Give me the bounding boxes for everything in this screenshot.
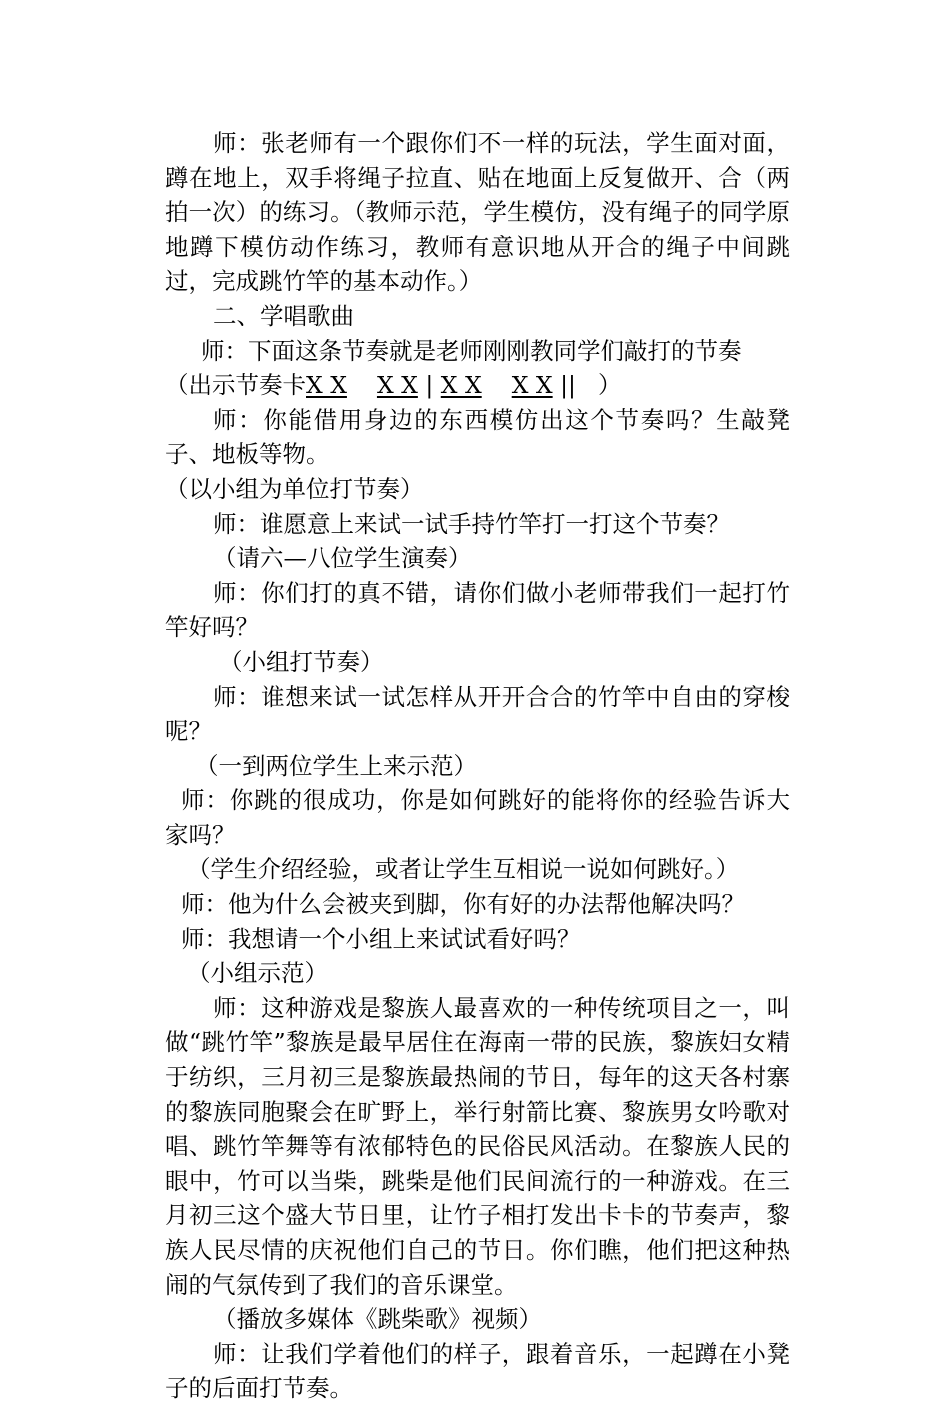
rhythm-group-1: X X — [306, 371, 347, 400]
paragraph-play-video: （播放多媒体《跳柴歌》视频） — [213, 1305, 542, 1334]
rhythm-barline: | — [425, 371, 434, 400]
paragraph-group-demo: （小组示范） — [187, 959, 328, 988]
paragraph-group-beat: （小组打节奏） — [219, 647, 384, 676]
paragraph-caught-foot: 师：他为什么会被夹到脚，你有好的办法帮他解决吗？ — [181, 890, 745, 919]
paragraph-success-question: 师：你跳的很成功，你是如何跳好的能将你的经验告诉大家吗？ — [165, 786, 790, 849]
paragraph-group-rhythm: （以小组为单位打节奏） — [165, 474, 424, 503]
document-body — [165, 126, 790, 1406]
rhythm-prefix: （出示节奏卡 — [165, 371, 306, 400]
paragraph-follow-music: 师：让我们学着他们的样子，跟着音乐，一起蹲在小凳子的后面打节奏。 — [165, 1339, 790, 1403]
rhythm-end-barline: || — [560, 371, 576, 400]
paragraph-group-try: 师：我想请一个小组上来试试看好吗？ — [181, 924, 581, 953]
paragraph-volunteer: 师：谁愿意上来试一试手持竹竿打一打这个节奏？ — [213, 509, 730, 538]
rhythm-group-2: X X — [376, 371, 418, 400]
paragraph-share-experience: （学生介绍经验，或者让学生互相说一说如何跳好。） — [187, 855, 740, 884]
rhythm-suffix: ） — [597, 371, 622, 400]
rhythm-group-4: X X — [511, 371, 553, 400]
paragraph-rope-practice: 师：张老师有一个跟你们不一样的玩法，学生面对面，蹲在地上，双手将绳子拉直、贴在地面上反复做开、合（两拍一次）的练习。（教师示范，学生模仿，没有绳子的同学原地蹲下模仿动作练习，教师有意识地从开合的绳子中间跳过，完成跳竹竿的基本动作。） — [165, 129, 790, 296]
section-heading-learn-song: 二、学唱歌曲 — [213, 301, 354, 330]
paragraph-rhythm-intro: 师：下面这条节奏就是老师刚刚教同学们敲打的节奏 — [201, 336, 742, 365]
paragraph-imitate-rhythm: 师：你能借用身边的东西模仿出这个节奏吗？生敲凳子、地板等物。 — [165, 405, 790, 469]
paragraph-little-teacher: 师：你们打的真不错，请你们做小老师带我们一起打竹竿好吗？ — [165, 578, 790, 642]
paragraph-try-jump: 师：谁想来试一试怎样从开开合合的竹竿中自由的穿梭呢？ — [165, 682, 790, 746]
paragraph-demo-students: （一到两位学生上来示范） — [195, 751, 477, 780]
rhythm-card-line — [165, 368, 790, 403]
rhythm-group-3: X X — [440, 371, 482, 400]
paragraph-li-culture: 师：这种游戏是黎族人最喜欢的一种传统项目之一，叫做“跳竹竿”黎族是最早居住在海南一带的民族，黎族妇女精于纺织，三月初三是黎族最热闹的节日，每年的这天各村寨的黎族同胞聚会在旷野上，举行射箭比赛、黎族男女吟歌对唱、跳竹竿舞等有浓郁特色的民俗民风活动。在黎族人民的眼中，竹可以当柴，跳柴是他们民间流行的一种游戏。在三月初三这个盛大节日里，让竹子相打发出卡卡的节奏声，黎族人民尽情的庆祝他们自己的节日。你们瞧，他们把这种热闹的气氛传到了我们的音乐课堂。 — [165, 993, 790, 1299]
paragraph-students-play: （请六—八位学生演奏） — [213, 544, 472, 573]
